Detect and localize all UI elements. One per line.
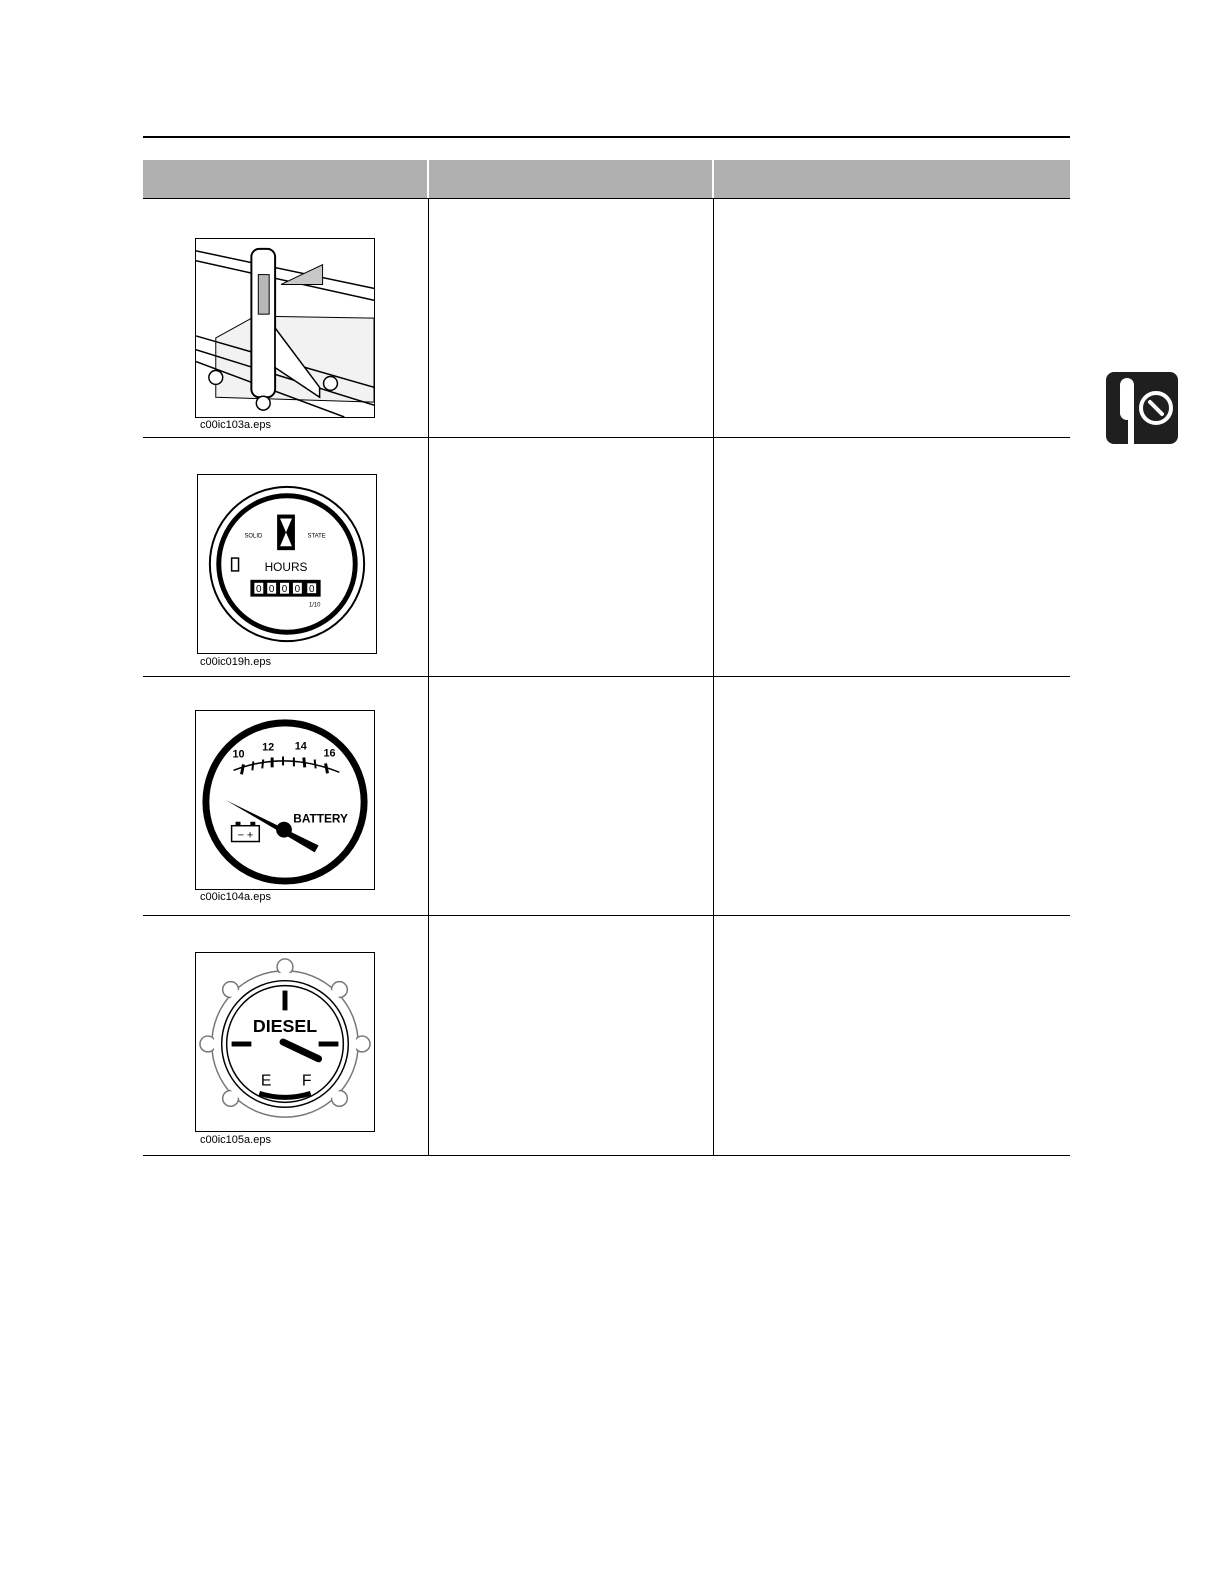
hour-meter-gauge [197, 474, 377, 654]
scale-label: 16 [323, 747, 336, 760]
figure-cell [143, 677, 429, 915]
digit: 0 [268, 584, 275, 596]
figure-cell [143, 438, 429, 676]
diesel-label: DIESEL [252, 1016, 318, 1037]
table-row [143, 438, 1070, 677]
function-cell [714, 916, 1070, 1155]
figure-caption: c00ic104a.eps [200, 891, 271, 903]
full-label: F [301, 1072, 312, 1090]
figure-cell [143, 199, 429, 437]
tenths-label: 1/10 [308, 602, 321, 609]
figure-cell [143, 916, 429, 1155]
description-cell [429, 199, 714, 437]
table-row [143, 677, 1070, 916]
lever-gauge-icon [1106, 372, 1178, 444]
solid-label: SOLID [244, 533, 263, 540]
function-cell [714, 199, 1070, 437]
digit: 0 [308, 584, 315, 596]
figure-caption: c00ic019h.eps [200, 656, 271, 668]
battery-voltmeter-gauge [195, 710, 375, 890]
figure-caption: c00ic103a.eps [200, 419, 271, 431]
function-cell [714, 438, 1070, 676]
header-cell-1 [143, 160, 429, 198]
empty-label: E [260, 1072, 272, 1090]
section-tab [1106, 372, 1178, 444]
controls-table [143, 160, 1070, 1156]
hours-label: HOURS [264, 559, 308, 574]
scale-label: 14 [294, 740, 307, 753]
function-cell [714, 677, 1070, 915]
table-row [143, 916, 1070, 1156]
digit: 0 [294, 584, 301, 596]
state-label: STATE [307, 533, 326, 540]
top-rule [143, 136, 1070, 138]
digit: 0 [256, 584, 262, 596]
description-cell [429, 438, 714, 676]
digit: 0 [281, 584, 288, 596]
figure-caption: c00ic105a.eps [200, 1134, 271, 1146]
header-cell-3 [714, 160, 1070, 198]
description-cell [429, 916, 714, 1155]
header-cell-2 [429, 160, 714, 198]
battery-symbol: − + [237, 829, 254, 842]
battery-label: BATTERY [293, 811, 348, 826]
table-row [143, 199, 1070, 438]
table-header [143, 160, 1070, 199]
scale-label: 12 [262, 741, 275, 754]
level-indicator-illustration [195, 238, 375, 418]
description-cell [429, 677, 714, 915]
scale-label: 10 [232, 748, 245, 761]
fuel-gauge [195, 952, 375, 1132]
